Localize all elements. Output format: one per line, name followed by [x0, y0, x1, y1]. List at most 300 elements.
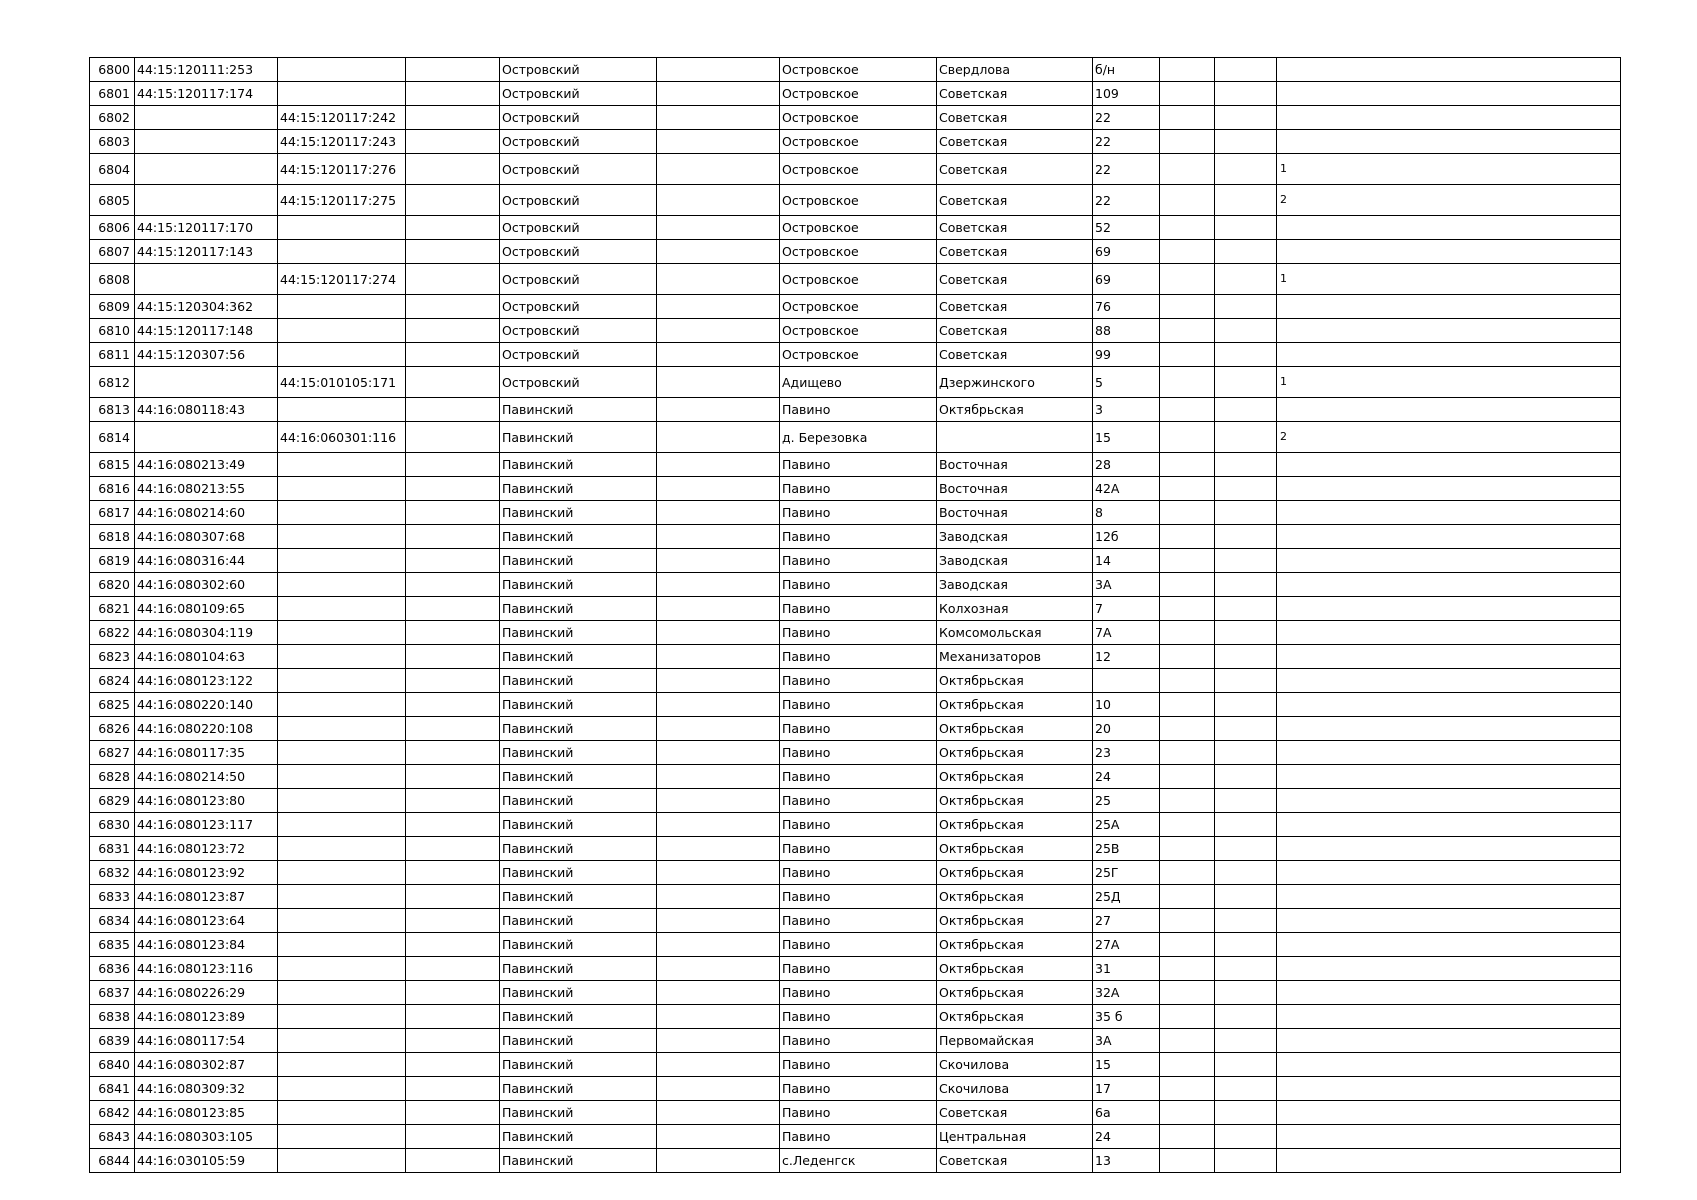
empty-cell — [406, 240, 500, 264]
district-cell: Островский — [500, 343, 657, 367]
house-number-cell: 24 — [1093, 765, 1160, 789]
row-number: 6844 — [90, 1149, 135, 1173]
flag-cell — [1277, 1101, 1621, 1125]
house-number-cell: 22 — [1093, 130, 1160, 154]
street-cell: Дзержинского — [937, 367, 1093, 398]
cadastral-number-cell — [135, 185, 278, 216]
empty-cell — [406, 861, 500, 885]
table-row — [90, 597, 1621, 621]
flag-cell — [1277, 1149, 1621, 1173]
empty-cell — [1215, 501, 1277, 525]
row-number: 6824 — [90, 669, 135, 693]
locality-cell: Островское — [780, 264, 937, 295]
street-cell: Советская — [937, 216, 1093, 240]
table-row — [90, 130, 1621, 154]
empty-cell — [657, 861, 780, 885]
cadastral-number-cell: 44:16:080117:54 — [135, 1029, 278, 1053]
house-number-cell: 25А — [1093, 813, 1160, 837]
locality-cell: Павино — [780, 957, 937, 981]
empty-cell — [657, 319, 780, 343]
empty-cell — [1160, 765, 1215, 789]
street-cell: Советская — [937, 295, 1093, 319]
empty-cell — [1160, 1077, 1215, 1101]
cadastral-number-cell: 44:16:080213:55 — [135, 477, 278, 501]
empty-cell — [1215, 885, 1277, 909]
cadastral-number-alt-cell — [278, 933, 406, 957]
flag-cell — [1277, 1005, 1621, 1029]
empty-cell — [1215, 58, 1277, 82]
table-row — [90, 621, 1621, 645]
district-cell: Павинский — [500, 422, 657, 453]
table-row — [90, 1029, 1621, 1053]
house-number-cell: 6а — [1093, 1101, 1160, 1125]
empty-cell — [406, 501, 500, 525]
house-number-cell: 31 — [1093, 957, 1160, 981]
district-cell: Павинский — [500, 885, 657, 909]
cadastral-number-alt-cell — [278, 501, 406, 525]
flag-cell: 2 — [1277, 422, 1621, 453]
empty-cell — [657, 957, 780, 981]
empty-cell — [657, 669, 780, 693]
row-number: 6840 — [90, 1053, 135, 1077]
street-cell: Октябрьская — [937, 717, 1093, 741]
flag-cell — [1277, 216, 1621, 240]
table-body — [90, 58, 1621, 1173]
empty-cell — [657, 741, 780, 765]
empty-cell — [1160, 933, 1215, 957]
district-cell: Павинский — [500, 1053, 657, 1077]
empty-cell — [1215, 813, 1277, 837]
empty-cell — [406, 1053, 500, 1077]
empty-cell — [657, 295, 780, 319]
row-number: 6801 — [90, 82, 135, 106]
row-number: 6837 — [90, 981, 135, 1005]
flag-cell — [1277, 765, 1621, 789]
empty-cell — [1215, 106, 1277, 130]
empty-cell — [1215, 185, 1277, 216]
row-number: 6822 — [90, 621, 135, 645]
house-number-cell: 12 — [1093, 645, 1160, 669]
table-row — [90, 573, 1621, 597]
table-row — [90, 933, 1621, 957]
cadastral-number-cell: 44:16:080123:116 — [135, 957, 278, 981]
house-number-cell: 17 — [1093, 1077, 1160, 1101]
cadastral-number-alt-cell — [278, 1101, 406, 1125]
empty-cell — [1160, 549, 1215, 573]
street-cell: Заводская — [937, 573, 1093, 597]
district-cell: Павинский — [500, 717, 657, 741]
street-cell: Советская — [937, 1149, 1093, 1173]
street-cell: Советская — [937, 185, 1093, 216]
empty-cell — [1160, 1005, 1215, 1029]
empty-cell — [1215, 957, 1277, 981]
row-number: 6816 — [90, 477, 135, 501]
empty-cell — [1215, 367, 1277, 398]
district-cell: Павинский — [500, 573, 657, 597]
street-cell: Советская — [937, 82, 1093, 106]
locality-cell: Павино — [780, 741, 937, 765]
flag-cell — [1277, 1029, 1621, 1053]
locality-cell: Павино — [780, 1125, 937, 1149]
locality-cell: Павино — [780, 813, 937, 837]
house-number-cell: 99 — [1093, 343, 1160, 367]
empty-cell — [1215, 1005, 1277, 1029]
locality-cell: Павино — [780, 909, 937, 933]
street-cell: Восточная — [937, 453, 1093, 477]
row-number: 6805 — [90, 185, 135, 216]
locality-cell: д. Березовка — [780, 422, 937, 453]
cadastral-number-alt-cell: 44:15:120117:274 — [278, 264, 406, 295]
house-number-cell: 28 — [1093, 453, 1160, 477]
empty-cell — [1160, 1053, 1215, 1077]
empty-cell — [657, 1125, 780, 1149]
empty-cell — [1160, 82, 1215, 106]
empty-cell — [1215, 295, 1277, 319]
house-number-cell: 42А — [1093, 477, 1160, 501]
empty-cell — [1160, 319, 1215, 343]
house-number-cell: 69 — [1093, 264, 1160, 295]
district-cell: Павинский — [500, 1101, 657, 1125]
locality-cell: Павино — [780, 597, 937, 621]
cadastral-number-cell: 44:16:080220:108 — [135, 717, 278, 741]
street-cell: Октябрьская — [937, 813, 1093, 837]
district-cell: Павинский — [500, 861, 657, 885]
house-number-cell: 24 — [1093, 1125, 1160, 1149]
empty-cell — [1160, 573, 1215, 597]
empty-cell — [1160, 693, 1215, 717]
row-number: 6820 — [90, 573, 135, 597]
cadastral-number-cell: 44:15:120111:253 — [135, 58, 278, 82]
empty-cell — [406, 453, 500, 477]
empty-cell — [1215, 837, 1277, 861]
empty-cell — [406, 765, 500, 789]
house-number-cell: 52 — [1093, 216, 1160, 240]
cadastral-number-alt-cell — [278, 216, 406, 240]
empty-cell — [657, 58, 780, 82]
street-cell: Советская — [937, 1101, 1093, 1125]
locality-cell: Павино — [780, 717, 937, 741]
house-number-cell: 7 — [1093, 597, 1160, 621]
row-number: 6841 — [90, 1077, 135, 1101]
empty-cell — [1215, 1125, 1277, 1149]
empty-cell — [406, 367, 500, 398]
row-number: 6810 — [90, 319, 135, 343]
empty-cell — [657, 813, 780, 837]
empty-cell — [406, 319, 500, 343]
empty-cell — [1215, 477, 1277, 501]
flag-cell — [1277, 58, 1621, 82]
cadastral-number-cell: 44:15:120117:143 — [135, 240, 278, 264]
table-row — [90, 909, 1621, 933]
cadastral-number-cell: 44:15:120304:362 — [135, 295, 278, 319]
empty-cell — [1160, 669, 1215, 693]
cadastral-number-cell — [135, 264, 278, 295]
street-cell: Советская — [937, 130, 1093, 154]
empty-cell — [1160, 1125, 1215, 1149]
empty-cell — [406, 909, 500, 933]
empty-cell — [1215, 669, 1277, 693]
cadastral-number-alt-cell — [278, 885, 406, 909]
row-number: 6843 — [90, 1125, 135, 1149]
district-cell: Павинский — [500, 813, 657, 837]
locality-cell: Павино — [780, 621, 937, 645]
cadastral-number-alt-cell — [278, 645, 406, 669]
district-cell: Павинский — [500, 525, 657, 549]
empty-cell — [1215, 154, 1277, 185]
cadastral-number-cell — [135, 106, 278, 130]
empty-cell — [657, 453, 780, 477]
cadastral-number-alt-cell — [278, 240, 406, 264]
table-row — [90, 741, 1621, 765]
district-cell: Павинский — [500, 765, 657, 789]
empty-cell — [406, 789, 500, 813]
empty-cell — [406, 477, 500, 501]
street-cell: Советская — [937, 264, 1093, 295]
table-row — [90, 453, 1621, 477]
row-number: 6812 — [90, 367, 135, 398]
flag-cell — [1277, 741, 1621, 765]
table-row — [90, 422, 1621, 453]
empty-cell — [406, 981, 500, 1005]
house-number-cell: 88 — [1093, 319, 1160, 343]
flag-cell — [1277, 1053, 1621, 1077]
house-number-cell: 5 — [1093, 367, 1160, 398]
district-cell: Павинский — [500, 501, 657, 525]
empty-cell — [1215, 597, 1277, 621]
house-number-cell: 10 — [1093, 693, 1160, 717]
house-number-cell: 15 — [1093, 422, 1160, 453]
empty-cell — [406, 1005, 500, 1029]
cadastral-number-cell — [135, 367, 278, 398]
empty-cell — [406, 1029, 500, 1053]
empty-cell — [657, 693, 780, 717]
cadastral-number-cell: 44:16:080226:29 — [135, 981, 278, 1005]
cadastral-number-alt-cell — [278, 861, 406, 885]
empty-cell — [406, 813, 500, 837]
flag-cell — [1277, 645, 1621, 669]
row-number: 6802 — [90, 106, 135, 130]
locality-cell: Островское — [780, 240, 937, 264]
locality-cell: Павино — [780, 453, 937, 477]
district-cell: Павинский — [500, 741, 657, 765]
cadastral-number-alt-cell — [278, 477, 406, 501]
table-row — [90, 1053, 1621, 1077]
row-number: 6819 — [90, 549, 135, 573]
street-cell: Комсомольская — [937, 621, 1093, 645]
empty-cell — [1160, 216, 1215, 240]
locality-cell: Павино — [780, 981, 937, 1005]
empty-cell — [1215, 573, 1277, 597]
district-cell: Павинский — [500, 909, 657, 933]
empty-cell — [1160, 240, 1215, 264]
empty-cell — [1160, 909, 1215, 933]
cadastral-number-cell: 44:16:080213:49 — [135, 453, 278, 477]
street-cell: Октябрьская — [937, 693, 1093, 717]
flag-cell — [1277, 106, 1621, 130]
empty-cell — [406, 106, 500, 130]
empty-cell — [406, 645, 500, 669]
empty-cell — [657, 367, 780, 398]
empty-cell — [1160, 861, 1215, 885]
empty-cell — [1160, 1149, 1215, 1173]
flag-cell — [1277, 240, 1621, 264]
district-cell: Павинский — [500, 981, 657, 1005]
empty-cell — [1215, 130, 1277, 154]
row-number: 6835 — [90, 933, 135, 957]
street-cell: Октябрьская — [937, 885, 1093, 909]
flag-cell — [1277, 597, 1621, 621]
row-number: 6809 — [90, 295, 135, 319]
cadastral-number-alt-cell — [278, 549, 406, 573]
empty-cell — [406, 295, 500, 319]
empty-cell — [657, 264, 780, 295]
row-number: 6815 — [90, 453, 135, 477]
empty-cell — [657, 645, 780, 669]
street-cell: Октябрьская — [937, 765, 1093, 789]
flag-cell — [1277, 885, 1621, 909]
empty-cell — [406, 1125, 500, 1149]
street-cell: Заводская — [937, 525, 1093, 549]
table-row — [90, 861, 1621, 885]
house-number-cell: 14 — [1093, 549, 1160, 573]
street-cell: Октябрьская — [937, 1005, 1093, 1029]
cadastral-number-alt-cell — [278, 669, 406, 693]
empty-cell — [406, 885, 500, 909]
flag-cell — [1277, 343, 1621, 367]
row-number: 6800 — [90, 58, 135, 82]
registry-table — [89, 57, 1621, 1173]
street-cell: Советская — [937, 343, 1093, 367]
cadastral-number-alt-cell: 44:15:120117:243 — [278, 130, 406, 154]
district-cell: Павинский — [500, 453, 657, 477]
empty-cell — [657, 765, 780, 789]
flag-cell — [1277, 398, 1621, 422]
table-row — [90, 1077, 1621, 1101]
empty-cell — [657, 789, 780, 813]
cadastral-number-alt-cell — [278, 693, 406, 717]
empty-cell — [406, 1101, 500, 1125]
locality-cell: Павино — [780, 573, 937, 597]
cadastral-number-cell: 44:16:080123:84 — [135, 933, 278, 957]
cadastral-number-cell — [135, 154, 278, 185]
empty-cell — [406, 216, 500, 240]
cadastral-number-cell: 44:16:030105:59 — [135, 1149, 278, 1173]
table-row — [90, 319, 1621, 343]
cadastral-number-cell: 44:16:080304:119 — [135, 621, 278, 645]
empty-cell — [1160, 645, 1215, 669]
empty-cell — [657, 573, 780, 597]
row-number: 6813 — [90, 398, 135, 422]
locality-cell: Павино — [780, 1101, 937, 1125]
flag-cell — [1277, 477, 1621, 501]
empty-cell — [1215, 765, 1277, 789]
table-row — [90, 981, 1621, 1005]
district-cell: Павинский — [500, 837, 657, 861]
flag-cell: 1 — [1277, 264, 1621, 295]
empty-cell — [406, 1149, 500, 1173]
street-cell: Октябрьская — [937, 398, 1093, 422]
street-cell: Октябрьская — [937, 933, 1093, 957]
empty-cell — [406, 1077, 500, 1101]
table-row — [90, 789, 1621, 813]
street-cell: Советская — [937, 319, 1093, 343]
cadastral-number-cell: 44:16:080123:89 — [135, 1005, 278, 1029]
row-number: 6804 — [90, 154, 135, 185]
house-number-cell: 76 — [1093, 295, 1160, 319]
street-cell: Октябрьская — [937, 909, 1093, 933]
table-row — [90, 58, 1621, 82]
flag-cell — [1277, 837, 1621, 861]
flag-cell — [1277, 621, 1621, 645]
flag-cell — [1277, 1077, 1621, 1101]
street-cell: Октябрьская — [937, 861, 1093, 885]
locality-cell: Островское — [780, 82, 937, 106]
district-cell: Павинский — [500, 1077, 657, 1101]
cadastral-number-cell: 44:16:080123:117 — [135, 813, 278, 837]
empty-cell — [1160, 525, 1215, 549]
district-cell: Павинский — [500, 398, 657, 422]
house-number-cell: 27А — [1093, 933, 1160, 957]
house-number-cell: 7А — [1093, 621, 1160, 645]
table-row — [90, 669, 1621, 693]
locality-cell: Павино — [780, 765, 937, 789]
locality-cell: Павино — [780, 669, 937, 693]
empty-cell — [657, 597, 780, 621]
district-cell: Островский — [500, 264, 657, 295]
row-number: 6817 — [90, 501, 135, 525]
row-number: 6818 — [90, 525, 135, 549]
empty-cell — [657, 1005, 780, 1029]
house-number-cell: б/н — [1093, 58, 1160, 82]
cadastral-number-cell: 44:16:080118:43 — [135, 398, 278, 422]
table-row — [90, 477, 1621, 501]
empty-cell — [1215, 909, 1277, 933]
empty-cell — [657, 1053, 780, 1077]
cadastral-number-cell: 44:16:080123:122 — [135, 669, 278, 693]
district-cell: Павинский — [500, 957, 657, 981]
empty-cell — [657, 1077, 780, 1101]
empty-cell — [1215, 240, 1277, 264]
empty-cell — [1215, 1053, 1277, 1077]
table-row — [90, 367, 1621, 398]
empty-cell — [406, 717, 500, 741]
row-number: 6832 — [90, 861, 135, 885]
cadastral-number-cell: 44:16:080123:72 — [135, 837, 278, 861]
flag-cell — [1277, 957, 1621, 981]
flag-cell — [1277, 501, 1621, 525]
house-number-cell: 22 — [1093, 106, 1160, 130]
cadastral-number-cell: 44:16:080316:44 — [135, 549, 278, 573]
district-cell: Павинский — [500, 621, 657, 645]
empty-cell — [657, 240, 780, 264]
empty-cell — [406, 398, 500, 422]
table-row — [90, 264, 1621, 295]
empty-cell — [1160, 1101, 1215, 1125]
table-row — [90, 549, 1621, 573]
locality-cell: Павино — [780, 645, 937, 669]
cadastral-number-cell: 44:15:120117:148 — [135, 319, 278, 343]
district-cell: Островский — [500, 295, 657, 319]
house-number-cell: 13 — [1093, 1149, 1160, 1173]
empty-cell — [657, 1029, 780, 1053]
empty-cell — [1160, 106, 1215, 130]
district-cell: Павинский — [500, 1029, 657, 1053]
cadastral-number-alt-cell: 44:15:120117:276 — [278, 154, 406, 185]
district-cell: Павинский — [500, 477, 657, 501]
district-cell: Павинский — [500, 669, 657, 693]
cadastral-number-cell: 44:16:080123:92 — [135, 861, 278, 885]
table-row — [90, 398, 1621, 422]
